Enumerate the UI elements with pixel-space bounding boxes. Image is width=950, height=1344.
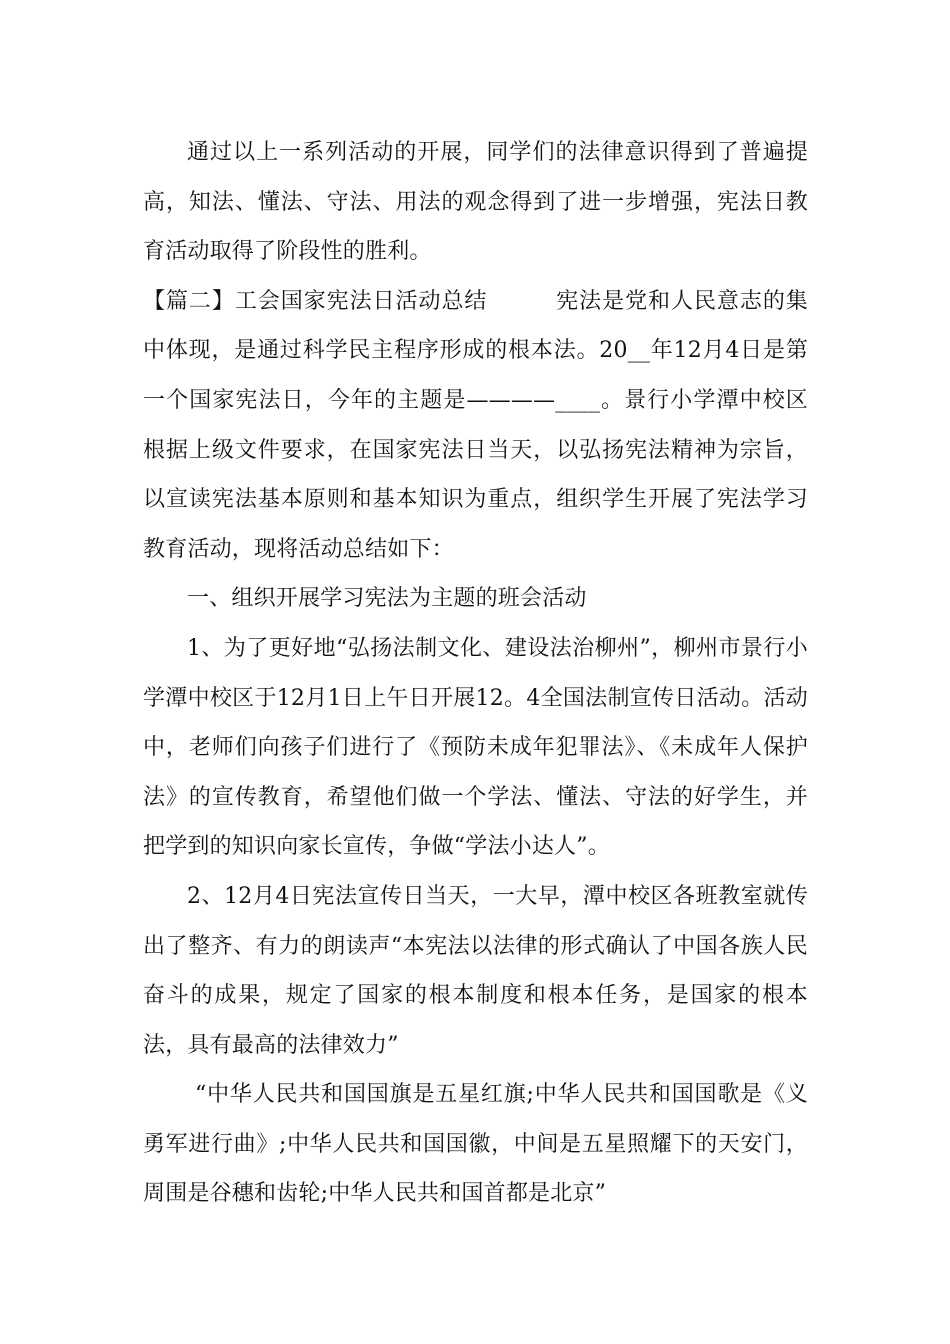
paragraph-section-two-intro: 【篇二】工会国家宪法日活动总结 宪法是党和人民意志的集中体现，是通过科学民主程序形成的根本法。20__年12月4日是第一个国家宪法日，今年的主题是————____。景行小学潭中校区根据上级文件要求，在国家宪法日当天，以弘扬宪法精神为宗旨，以宣读宪法基本原则和基本知识为重点，组织学生开展了宪法学习教育活动，现将活动总结如下： <box>143 288 808 562</box>
paragraph-item-two: 2、12月4日宪法宣传日当天，一大早，潭中校区各班教室就传出了整齐、有力的朗读声“本宪法以法律的形式确认了中国各族人民奋斗的成果，规定了国家的根本制度和根本任务，是国家的根本法，具有最高的法律效力” <box>143 883 808 1058</box>
paragraph-summary: 通过以上一系列活动的开展，同学们的法律意识得到了普遍提高，知法、懂法、守法、用法的观念得到了进一步增强，宪法日教育活动取得了阶段性的胜利。 <box>143 140 808 265</box>
paragraph-quote: “中华人民共和国国旗是五星红旗;中华人民共和国国歌是《义勇军进行曲》;中华人民共和国国徽，中间是五星照耀下的天安门，周围是谷穗和齿轮;中华人民共和国首都是北京” <box>143 1082 808 1207</box>
section-heading-one: 一、组织开展学习宪法为主题的班会活动 <box>187 586 587 612</box>
paragraph-item-one: 1、为了更好地“弘扬法制文化、建设法治柳州”，柳州市景行小学潭中校区于12月1日上午日开展12。4全国法制宣传日活动。活动中，老师们向孩子们进行了《预防未成年犯罪法》、《未成年人保护法》的宣传教育，希望他们做一个学法、懂法、守法的好学生，并把学到的知识向家长宣传，争做“学法小达人”。 <box>143 635 808 860</box>
document-body <box>143 128 808 1219</box>
